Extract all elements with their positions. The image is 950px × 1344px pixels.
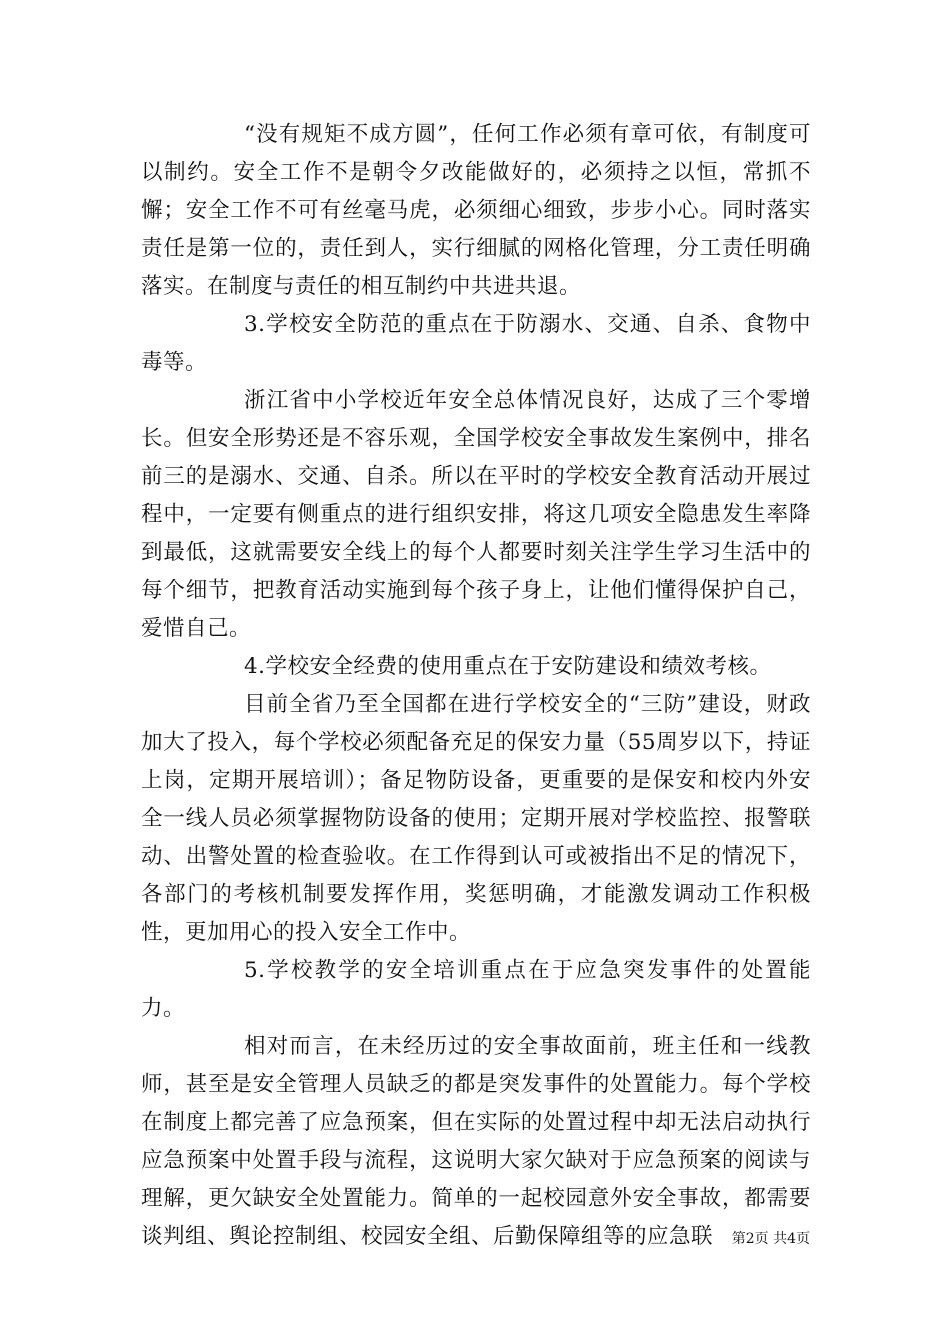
heading-point-5: 5.学校教学的安全培训重点在于应急突发事件的处置能力。: [141, 958, 811, 1021]
heading-point-3: 3.学校安全防范的重点在于防溺水、交通、自杀、食物中毒等。: [141, 312, 811, 375]
page-number-footer: 第2页 共4页: [731, 1231, 810, 1247]
paragraph-rules: “没有规矩不成方圆”，任何工作必须有章可依，有制度可以制约。安全工作不是朝令夕改能做好的，必须持之以恒，常抓不懈；安全工作不可有丝毫马虎，必须细心细致，步步小心。同时落实责任是第一位的，责任到人，实行细腻的网格化管理，分工责任明确落实。在制度与责任的相互制约中共进共退。: [141, 122, 811, 299]
document-body: [141, 116, 811, 1256]
heading-point-4: 4.学校安全经费的使用重点在于安防建设和绩效考核。: [244, 654, 772, 679]
paragraph-three-defense: 目前全省乃至全国都在进行学校安全的“三防”建设，财政加大了投入，每个学校必须配备充足的保安力量（55周岁以下，持证上岗，定期开展培训）；备足物防设备，更重要的是保安和校内外安全一线人员必须掌握物防设备的使用；定期开展对学校监控、报警联动、出警处置的检查验收。在工作得到认可或被指出不足的情况下，各部门的考核机制要发挥作用，奖惩明确，才能激发调动工作积极性，更加用心的投入安全工作中。: [141, 692, 811, 945]
paragraph-emergency-response: 相对而言，在未经历过的安全事故面前，班主任和一线教师，甚至是安全管理人员缺乏的都是突发事件的处置能力。每个学校在制度上都完善了应急预案，但在实际的处置过程中却无法启动执行应急预案中处置手段与流程，这说明大家欠缺对于应急预案的阅读与理解，更欠缺安全处置能力。简单的一起校园意外安全事故，都需要谈判组、舆论控制组、校园安全组、后勤保障组等的应急联: [141, 1034, 811, 1249]
paragraph-zhejiang-safety: 浙江省中小学校近年安全总体情况良好，达成了三个零增长。但安全形势还是不容乐观，全国学校安全事故发生案例中，排名前三的是溺水、交通、自杀。所以在平时的学校安全教育活动开展过程中，一定要有侧重点的进行组织安排，将这几项安全隐患发生率降到最低，这就需要安全线上的每个人都要时刻关注学生学习生活中的每个细节，把教育活动实施到每个孩子身上，让他们懂得保护自己，爱惜自己。: [141, 388, 811, 641]
